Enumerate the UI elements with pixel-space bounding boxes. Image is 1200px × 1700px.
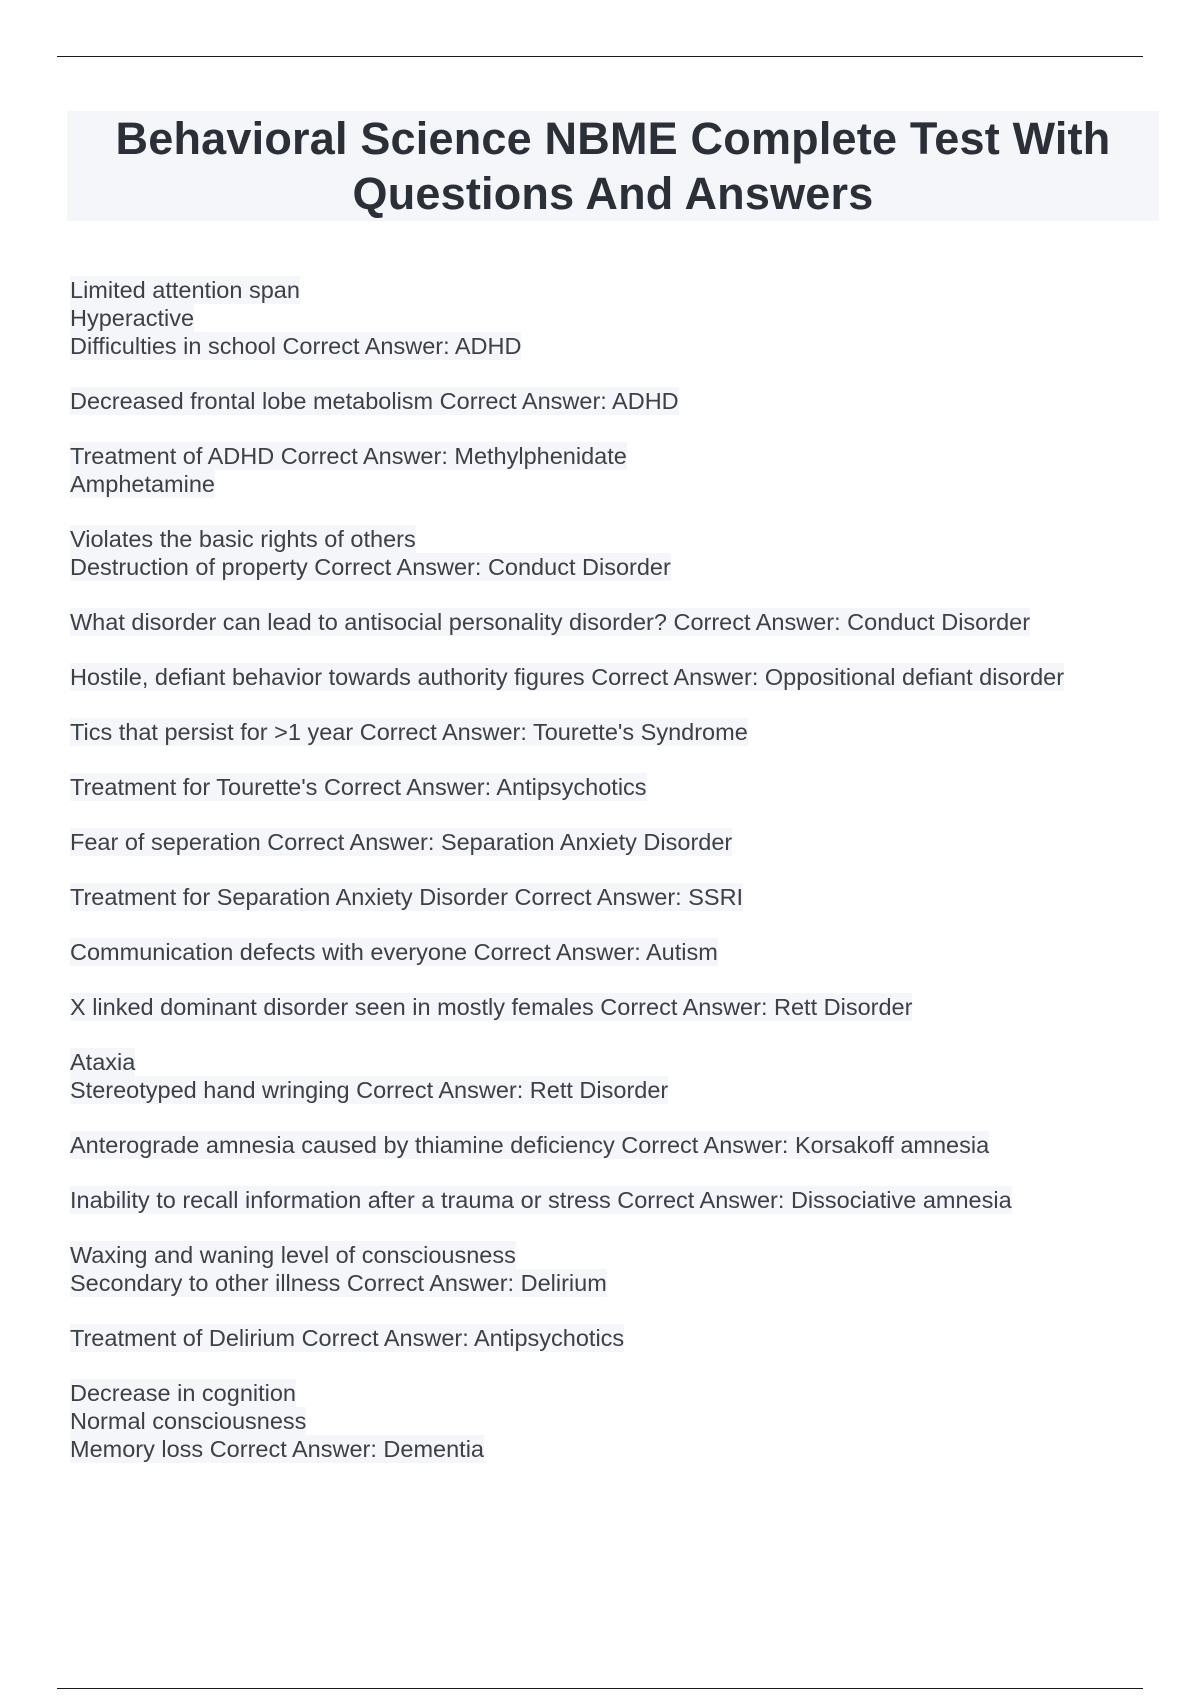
- qa-line: Decreased frontal lobe metabolism Correct Answer: ADHD: [70, 388, 679, 414]
- qa-item: [70, 883, 1150, 911]
- top-rule: [57, 56, 1143, 57]
- qa-line: What disorder can lead to antisocial personality disorder? Correct Answer: Conduct Disorder: [70, 609, 1031, 635]
- qa-line: Treatment for Tourette's Correct Answer: Antipsychotics: [70, 774, 647, 800]
- qa-line: Secondary to other illness Correct Answer: Delirium: [70, 1270, 607, 1296]
- document-title: [116, 111, 1111, 221]
- qa-item: [70, 1324, 1150, 1352]
- qa-line: Destruction of property Correct Answer: Conduct Disorder: [70, 554, 671, 580]
- qa-line: Treatment of Delirium Correct Answer: Antipsychotics: [70, 1325, 625, 1351]
- qa-line: Limited attention span: [70, 277, 300, 303]
- qa-item: [70, 663, 1150, 691]
- qa-item: [70, 608, 1150, 636]
- qa-item: [70, 442, 1150, 498]
- qa-item: [70, 773, 1150, 801]
- qa-item: [70, 828, 1150, 856]
- qa-line: Communication defects with everyone Correct Answer: Autism: [70, 939, 718, 965]
- qa-line: Waxing and waning level of consciousness: [70, 1242, 516, 1268]
- qa-item: [70, 718, 1150, 746]
- qa-item: [70, 938, 1150, 966]
- qa-item: [70, 993, 1150, 1021]
- qa-line: Fear of seperation Correct Answer: Separation Anxiety Disorder: [70, 829, 733, 855]
- qa-line: Treatment for Separation Anxiety Disorder Correct Answer: SSRI: [70, 884, 744, 910]
- qa-item: [70, 387, 1150, 415]
- qa-line: Violates the basic rights of others: [70, 526, 416, 552]
- qa-item: [70, 1241, 1150, 1297]
- qa-item: [70, 1379, 1150, 1463]
- qa-item: [70, 1186, 1150, 1214]
- qa-line: Hostile, defiant behavior towards authority figures Correct Answer: Oppositional defiant disorder: [70, 664, 1065, 690]
- qa-line: Stereotyped hand wringing Correct Answer: Rett Disorder: [70, 1077, 669, 1103]
- qa-list: [70, 276, 1150, 1490]
- qa-line: Inability to recall information after a trauma or stress Correct Answer: Dissociative amnesia: [70, 1187, 1012, 1213]
- qa-line: Treatment of ADHD Correct Answer: Methylphenidate: [70, 443, 627, 469]
- qa-line: Hyperactive: [70, 305, 195, 331]
- qa-line: Ataxia: [70, 1049, 136, 1075]
- qa-line: Tics that persist for >1 year Correct Answer: Tourette's Syndrome: [70, 719, 748, 745]
- qa-item: [70, 525, 1150, 581]
- qa-line: Memory loss Correct Answer: Dementia: [70, 1436, 484, 1462]
- qa-item: [70, 1048, 1150, 1104]
- title-line-1: Behavioral Science NBME Complete Test With: [115, 113, 1111, 164]
- qa-line: Amphetamine: [70, 471, 215, 497]
- bottom-rule: [57, 1688, 1143, 1689]
- qa-item: [70, 276, 1150, 360]
- title-line-2: Questions And Answers: [352, 168, 874, 219]
- qa-line: Anterograde amnesia caused by thiamine deficiency Correct Answer: Korsakoff amnesia: [70, 1132, 990, 1158]
- qa-item: [70, 1131, 1150, 1159]
- qa-line: Normal consciousness: [70, 1408, 307, 1434]
- qa-line: Decrease in cognition: [70, 1380, 296, 1406]
- qa-line: Difficulties in school Correct Answer: ADHD: [70, 333, 522, 359]
- title-block: [67, 111, 1159, 221]
- qa-line: X linked dominant disorder seen in mostly females Correct Answer: Rett Disorder: [70, 994, 913, 1020]
